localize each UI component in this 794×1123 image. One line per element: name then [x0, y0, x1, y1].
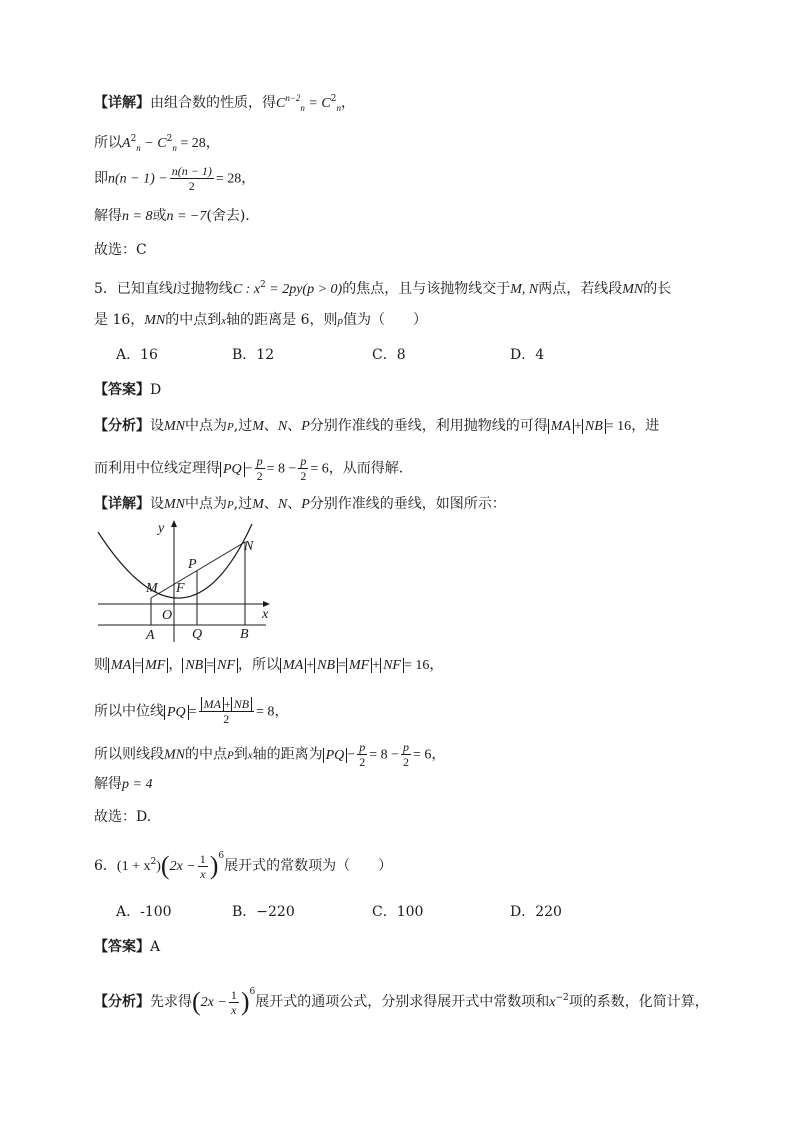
parabola-curve — [98, 524, 252, 598]
answer-line: 【答案】D — [94, 382, 162, 398]
detail-5-line-5: 解得p = 4 — [94, 776, 153, 792]
detail-line-4: 解得n = 8或n = −7(舍去). — [94, 208, 250, 224]
label-y: y — [158, 521, 165, 536]
option-c: C．8 — [372, 347, 406, 363]
analysis-line-1: 【分析】设MN中点为P,过M、N、P分别作准线的垂线，利用抛物线的可得 MA + NB = 16，进 — [94, 418, 660, 434]
analysis-6-line: 【分析】先求得(2x − $\frac{1}{x}$ )$^6$展开式的通项公式，分别求得展开式中常数项和$x^{-2}$项的系数，化简计算， — [94, 987, 709, 1017]
label-p: P — [188, 557, 197, 572]
detail-5-line-3: 所以中位线 PQ = $\frac{MA + NB}{2}$ = 8， — [94, 697, 289, 726]
option-a: A．16 — [116, 347, 158, 363]
label-m: M — [146, 581, 158, 596]
question-6-line: 6．$(1 + x^2)(2x$ − $\frac{1}{x}$ )$^6$展开式的常数项为（ ） — [94, 851, 393, 881]
label-f: F — [176, 581, 185, 596]
question-5-line-1: 5．已知直线l过抛物线C : $x^2 = 2py(p > 0)$的焦点，且与该抛物线交于M, N两点，若线段MN的长 — [94, 280, 672, 297]
label-n: N — [244, 539, 254, 554]
detail-tag: 【详解】 — [94, 95, 150, 111]
label-x: x — [262, 607, 269, 622]
label-b: B — [240, 627, 249, 642]
analysis-tag-2: 【分析】 — [94, 994, 150, 1010]
analysis-line-2: 而利用中位线定理得 PQ − $\frac{p}{2}$ = 8 − $\frac{p}{2}$ = 6，从而得解. — [94, 454, 404, 483]
choice-line: 故选：C — [94, 242, 147, 258]
detail-line-3: 即n(n − 1) − $\frac{n(n - 1)}{2}$ = 28， — [94, 164, 256, 193]
option-d: D．4 — [510, 347, 545, 363]
detail-5-line-4: 所以则线段MN的中点P到x轴的距离为 PQ − $\frac{p}{2}$ = 8 − $\frac{p}{2}$ = 6， — [94, 740, 446, 769]
fraction: $\frac{n(n - 1)}{2}$ — [171, 164, 212, 193]
q6-option-c: C．100 — [372, 904, 424, 920]
q6-option-d: D．220 — [510, 904, 562, 920]
answer-tag-2: 【答案】 — [94, 939, 150, 955]
analysis-tag: 【分析】 — [94, 418, 150, 434]
chord-mn — [151, 542, 245, 598]
detail-5-line: 【详解】设MN中点为P,过M、N、P分别作准线的垂线，如图所示： — [94, 496, 506, 512]
answer-line-2: 【答案】A — [94, 939, 161, 955]
q6-option-b: B．−220 — [232, 904, 295, 920]
label-q: Q — [192, 627, 203, 642]
detail-line-1: 【详解】由组合数的性质，得$C^{n-2}_n = C^2_n$， — [94, 93, 355, 113]
label-o: O — [162, 608, 173, 623]
q6-option-a: A．-100 — [116, 904, 172, 920]
question-5-line-2: 是 16，MN的中点到x轴的距离是 6，则p值为（ ） — [94, 312, 428, 328]
choice-line-2: 故选：D. — [94, 809, 152, 825]
detail-tag-2: 【详解】 — [94, 496, 150, 512]
answer-tag: 【答案】 — [94, 382, 150, 398]
option-b: B．12 — [232, 347, 275, 363]
parabola-figure — [94, 518, 284, 646]
label-a: A — [146, 628, 155, 643]
detail-line-2: 所以$A^2_n - C^2_n = 28$， — [94, 134, 220, 153]
detail-5-line-2: 则 MA = MF ， NB = NF ，所以 MA + NB = MF + NF = 16， — [94, 657, 444, 673]
